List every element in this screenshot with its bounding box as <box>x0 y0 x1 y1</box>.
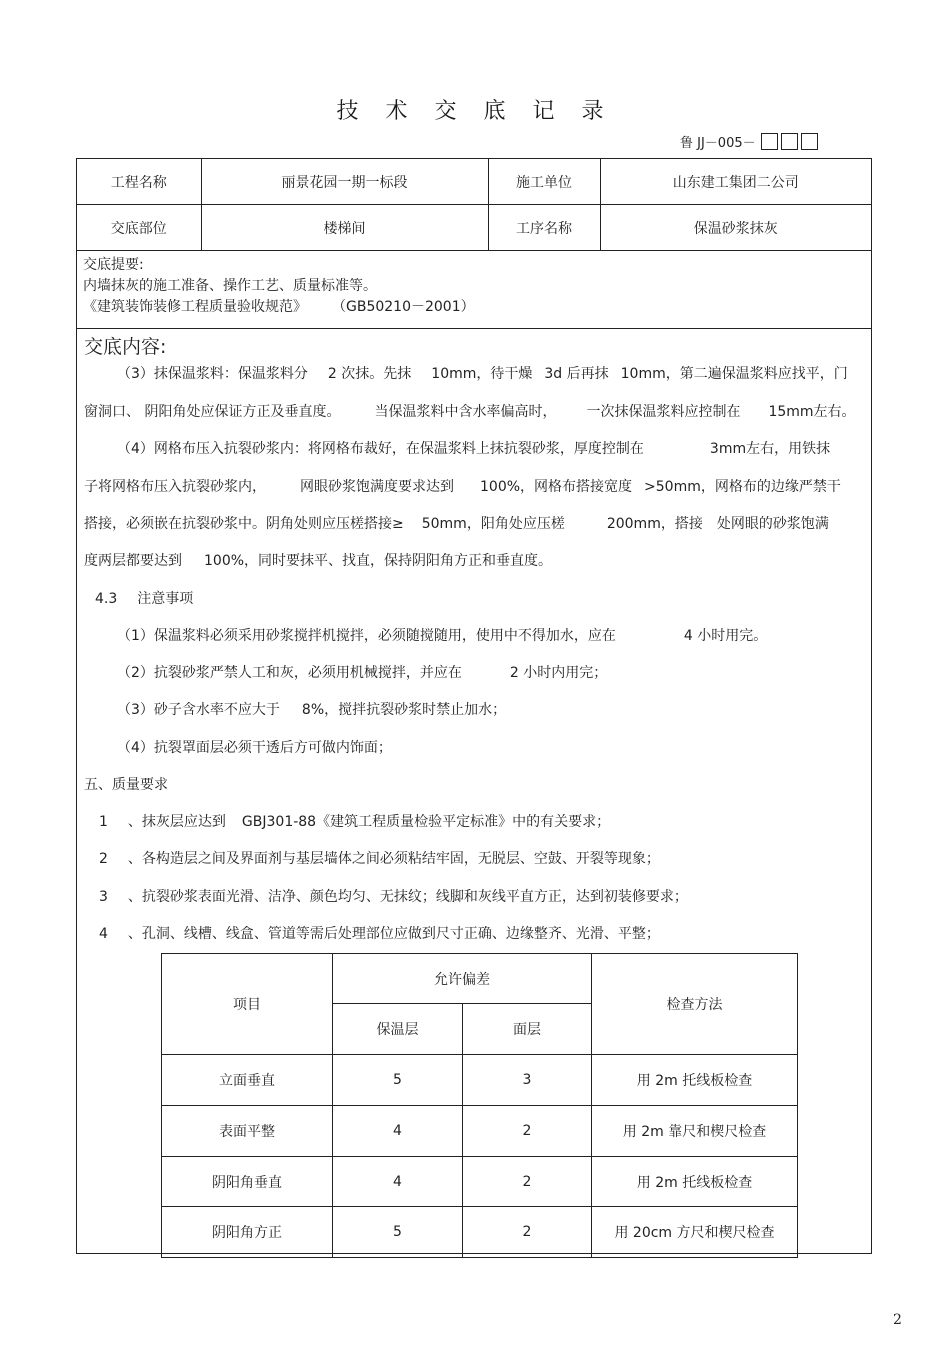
record-sheet <box>76 158 872 1254</box>
table-row <box>162 1055 798 1106</box>
col-deviation-header: 允许偏差 <box>333 954 592 1004</box>
summary-label: 交底提要: <box>83 257 144 273</box>
builder-value: 山东建工集团二公司 <box>600 159 871 205</box>
paragraph-4-line-2: 子将网格布压入抗裂砂浆内， 网眼砂浆饱满度要求达到 100%，网格布搭接宽度 >50mm，网格布的边缘严禁干 <box>84 479 841 495</box>
note-2: （2）抗裂砂浆严禁人工和灰，必须用机械搅拌，并应在 2 小时内用完； <box>117 665 608 681</box>
row-item: 立面垂直 <box>162 1055 333 1106</box>
row-surface: 2 <box>463 1207 592 1258</box>
note-3: （3）砂子含水率不应大于 8%，搅拌抗裂砂浆时禁止加水； <box>117 702 507 718</box>
row-method: 用 2m 托线板检查 <box>592 1055 798 1106</box>
summary-line: 内墙抹灰的施工准备、操作工艺、质量标准等。 <box>83 278 377 294</box>
part-value: 楼梯间 <box>201 205 488 251</box>
quality-item-1: 1 、抹灰层应达到 GBJ301-88《建筑工程质量检验平定标准》中的有关要求； <box>99 814 611 830</box>
note-1: （1）保温浆料必须采用砂浆搅拌机搅拌，必须随搅随用，使用中不得加水，应在 4 小时用完。 <box>117 628 768 644</box>
summary-reference <box>83 297 475 318</box>
table-row <box>162 1106 798 1157</box>
paragraph-4-line-3: 搭接，必须嵌在抗裂砂浆中。阴角处则应压槎搭接≥ 50mm，阳角处应压槎 200mm，搭接 处网眼的砂浆饱满 <box>84 516 829 532</box>
project-name-label: 工程名称 <box>77 159 201 205</box>
col-item-header: 项目 <box>162 954 333 1055</box>
code-box <box>761 133 778 150</box>
code-box <box>801 133 818 150</box>
row-method: 用 2m 托线板检查 <box>592 1157 798 1207</box>
content-title: 交底内容: <box>84 336 167 358</box>
project-name-value: 丽景花园一期一标段 <box>201 159 488 205</box>
paragraph-4-line-4: 度两层都要达到 100%，同时要抹平、找直，保持阴阳角方正和垂直度。 <box>84 553 553 569</box>
paragraph-4-line-1: （4）网格布压入抗裂砂浆内：将网格布裁好，在保温浆料上抹抗裂砂浆，厚度控制在 3mm左右，用铁抹 <box>117 441 831 457</box>
row-surface: 2 <box>463 1106 592 1157</box>
reference-name: 《建筑装饰装修工程质量验收规范》 <box>83 299 307 315</box>
page-number: 2 <box>893 1312 902 1328</box>
row-method: 用 20cm 方尺和楔尺检查 <box>592 1207 798 1258</box>
paragraph-3-line-1: （3）抹保温浆料：保温浆料分 2 次抹。先抹 10mm，待干燥 3d 后再抹 10mm，第二遍保温浆料应找平，门 <box>117 366 848 382</box>
table-row <box>162 1207 798 1258</box>
deviation-table <box>161 953 798 1258</box>
builder-label: 施工单位 <box>488 159 600 205</box>
row-insulation: 5 <box>333 1207 463 1258</box>
row-insulation: 5 <box>333 1055 463 1106</box>
process-value: 保温砂浆抹灰 <box>600 205 871 251</box>
quality-item-2: 2 、各构造层之间及界面剂与基层墙体之间必须粘结牢固，无脱层、空鼓、开裂等现象； <box>99 851 660 867</box>
quality-item-4: 4 、孔洞、线槽、线盒、管道等需后处理部位应做到尺寸正确、边缘整齐、光滑、平整； <box>99 926 660 942</box>
row-item: 阴阳角方正 <box>162 1207 333 1258</box>
col-insulation-header: 保温层 <box>333 1004 463 1055</box>
row-item: 阴阳角垂直 <box>162 1157 333 1207</box>
reference-code: （GB50210－2001） <box>339 299 475 315</box>
row-surface: 3 <box>463 1055 592 1106</box>
paragraph-3-line-2: 窗洞口、 阴阳角处应保证方正及垂直度。 当保温浆料中含水率偏高时， 一次抹保温浆料应控制在 15mm左右。 <box>84 404 856 420</box>
section-divider <box>77 328 871 329</box>
code-boxes <box>758 133 818 150</box>
quality-heading: 五、质量要求 <box>84 777 168 793</box>
process-label: 工序名称 <box>488 205 600 251</box>
part-label: 交底部位 <box>77 205 201 251</box>
row-insulation: 4 <box>333 1157 463 1207</box>
row-surface: 2 <box>463 1157 592 1207</box>
table-row <box>162 1157 798 1207</box>
row-item: 表面平整 <box>162 1106 333 1157</box>
document-code <box>680 132 818 151</box>
col-surface-header: 面层 <box>463 1004 592 1055</box>
summary-block <box>83 255 475 318</box>
code-box <box>781 133 798 150</box>
quality-item-3: 3 、抗裂砂浆表面光滑、洁净、颜色均匀、无抹纹；线脚和灰线平直方正，达到初装修要求； <box>99 889 688 905</box>
note-4: （4）抗裂罩面层必须干透后方可做内饰面； <box>117 740 392 756</box>
document-code-text: 鲁 JJ－005－ <box>680 136 756 151</box>
col-method-header: 检查方法 <box>592 954 798 1055</box>
header-table <box>77 159 871 251</box>
row-method: 用 2m 靠尺和楔尺检查 <box>592 1106 798 1157</box>
page-title: 技 术 交 底 记 录 <box>336 99 614 124</box>
row-insulation: 4 <box>333 1106 463 1157</box>
notes-heading: 4.3 注意事项 <box>95 591 194 607</box>
